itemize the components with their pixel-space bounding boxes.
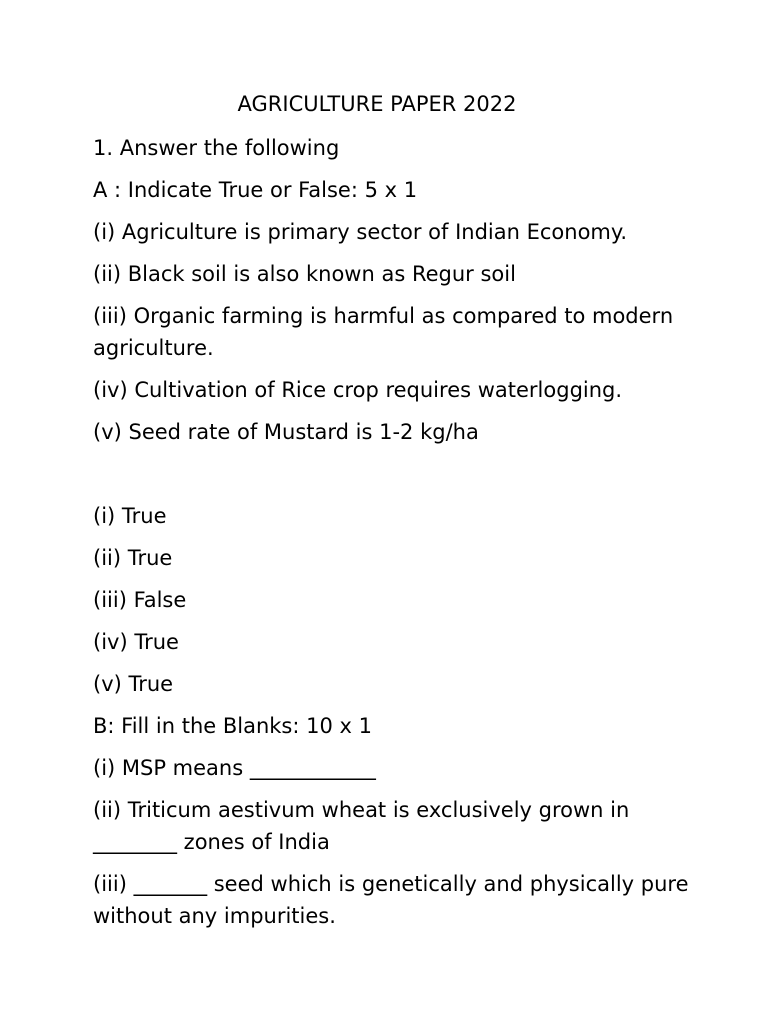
section-a-answer: (iii) False bbox=[93, 588, 187, 612]
section-b-statement: (ii) Triticum aestivum wheat is exclusively grown in ________ zones of India bbox=[93, 798, 630, 854]
paper-title: AGRICULTURE PAPER 2022 bbox=[237, 92, 517, 116]
section-a-answer: (v) True bbox=[93, 672, 174, 696]
section-a-answer: (i) True bbox=[93, 504, 167, 528]
section-b-statement: (i) MSP means ____________ bbox=[93, 756, 376, 780]
section-a-heading: A : Indicate True or False: 5 x 1 bbox=[93, 178, 418, 202]
section-spacer bbox=[93, 458, 713, 500]
section-a-statement: (v) Seed rate of Mustard is 1-2 kg/ha bbox=[93, 420, 479, 444]
paper-content bbox=[93, 132, 713, 942]
section-b-heading: B: Fill in the Blanks: 10 x 1 bbox=[93, 714, 372, 738]
section-a-statement: (iv) Cultivation of Rice crop requires waterlogging. bbox=[93, 378, 623, 402]
section-a-answer: (iv) True bbox=[93, 630, 179, 654]
section-a-statement: (i) Agriculture is primary sector of Indian Economy. bbox=[93, 220, 627, 244]
section-a-answer: (ii) True bbox=[93, 546, 173, 570]
question-heading: 1. Answer the following bbox=[93, 136, 340, 160]
section-a-statement: (iii) Organic farming is harmful as compared to modern agriculture. bbox=[93, 304, 674, 360]
section-b-statement: (iii) _______ seed which is genetically and physically pure without any impurities. bbox=[93, 872, 689, 928]
section-a-statement: (ii) Black soil is also known as Regur soil bbox=[93, 262, 516, 286]
